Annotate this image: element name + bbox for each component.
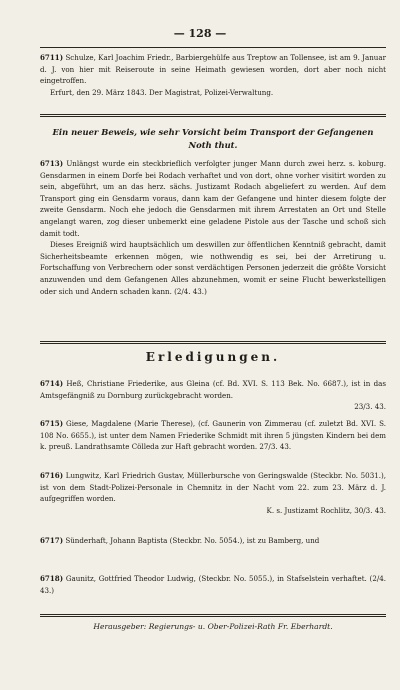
entry-number: 6714) [40, 379, 64, 388]
article-heading: Ein neuer Beweis, wie sehr Vorsicht beim Transport der Gefangenen Noth thut. [52, 127, 374, 150]
article-6713 [40, 158, 386, 297]
entry-number: 6717) [40, 536, 64, 545]
entry-6718 [40, 573, 386, 596]
entry-number: 6716) [40, 471, 64, 480]
section-rule-2 [40, 343, 386, 344]
entry-signature: 23/3. 43. [354, 402, 386, 412]
entry-6717 [40, 535, 386, 547]
notice-number: 6711) [40, 53, 64, 62]
footer-rule [40, 614, 386, 615]
divider-rule-2 [40, 116, 386, 117]
divider-rule [40, 114, 386, 115]
notice-signature: Erfurt, den 29. März 1843. Der Magistrat, Polizei-Verwaltung. [50, 87, 274, 97]
article-number: 6713) [40, 159, 64, 168]
entry-number: 6718) [40, 574, 64, 583]
entry-text: Heß, Christiane Friederike, aus Gleina (cf. Bd. XVI. S. 113 Bek. No. 6687.), ist in das Amtsgefängniß zu Dornburg zurückgebracht worden. [40, 379, 386, 400]
page-number: — 128 — [173, 27, 227, 40]
publisher-footer: Herausgeber: Regierungs- u. Ober-Polizei-Rath Fr. Eberhardt. [93, 622, 333, 631]
entry-6714 [40, 378, 386, 413]
notice-text: Schulze, Karl Joachim Friedr., Barbiergehülfe aus Treptow an Tollensee, ist am 9. Januar d. J. von hier mit Reiseroute in seine Heimath gewiesen worden, dort aber noch nicht eingetroffen. [40, 53, 386, 86]
entry-6715 [40, 418, 386, 453]
section-title: Erledigungen. [145, 350, 281, 364]
entry-number: 6715) [40, 419, 64, 428]
notice-6711 [40, 52, 386, 98]
article-text-2: Dieses Ereigniß wird hauptsächlich um deswillen zur öffentlichen Kenntniß gebracht, damit Sicherheitsbeamte erkennen mögen, wie nothwendig es sei, bei der Arretirung u. Fortschaffung von Verbrechern oder sonst verdächtigen Personen jederzeit die größte Vorsicht anzuwenden und dem Gefangenen Alles abzunehmen, womit er seine Flucht bewerkstelligen oder sich und Andern schaden kann. (2/4. 43.) [40, 240, 386, 296]
entry-text: Sünderhaft, Johann Baptista (Steckbr. No. 5054.), ist zu Bamberg, und [65, 536, 320, 545]
article-text: Unlängst wurde ein steckbrieflich verfolgter junger Mann durch zwei herz. s. koburg. Gensdarmen in einem Dorfe bei Rodach verhaftet und von dort, ohne vorher visitirt worden zu sein, abgeführt, um an das herz. sächs. Justizamt Rodach abgeliefert zu werden. Auf dem Transport ging ein Gensdarm voraus, dann kam der Gefangene und hinter diesem folgte der zweite Gensdarm. Noch ehe jedoch die Gensdarmen mit ihrem Arrestaten an Ort und Stelle angelangt waren, zog dieser unbemerkt eine geladene Pistole aus der Tasche und schoß sich damit todt. [40, 159, 386, 238]
entry-6716 [40, 470, 386, 516]
entry-signature: K. s. Justizamt Rochlitz, 30/3. 43. [266, 505, 386, 515]
section-rule [40, 341, 386, 342]
entry-text: Lungwitz, Karl Friedrich Gustav, Müllerbursche von Geringswalde (Steckbr. No. 5031.), ist von dem Stadt-Polizei-Personale in Chemnitz in der Nacht vom 22. zum 23. März d. J. aufgegriffen worden. [40, 471, 386, 504]
entry-text: Giese, Magdalene (Marie Therese), (cf. Gaunerin von Zimmerau (cf. zuletzt Bd. XVI. S. 108 No. 6655.), ist unter dem Namen Friederike Schmidt mit ihren 5 jüngsten Kindern bei dem k. preuß. Landrathsamte Cölleda zur Haft gebracht worden. 27/3. 43. [40, 419, 386, 452]
header-rule [40, 47, 386, 48]
footer-rule-2 [40, 616, 386, 617]
entry-text: Gaunitz, Gottfried Theodor Ludwig, (Steckbr. No. 5055.), in Stafselstein verhaftet. (2/4. 43.) [40, 574, 386, 595]
